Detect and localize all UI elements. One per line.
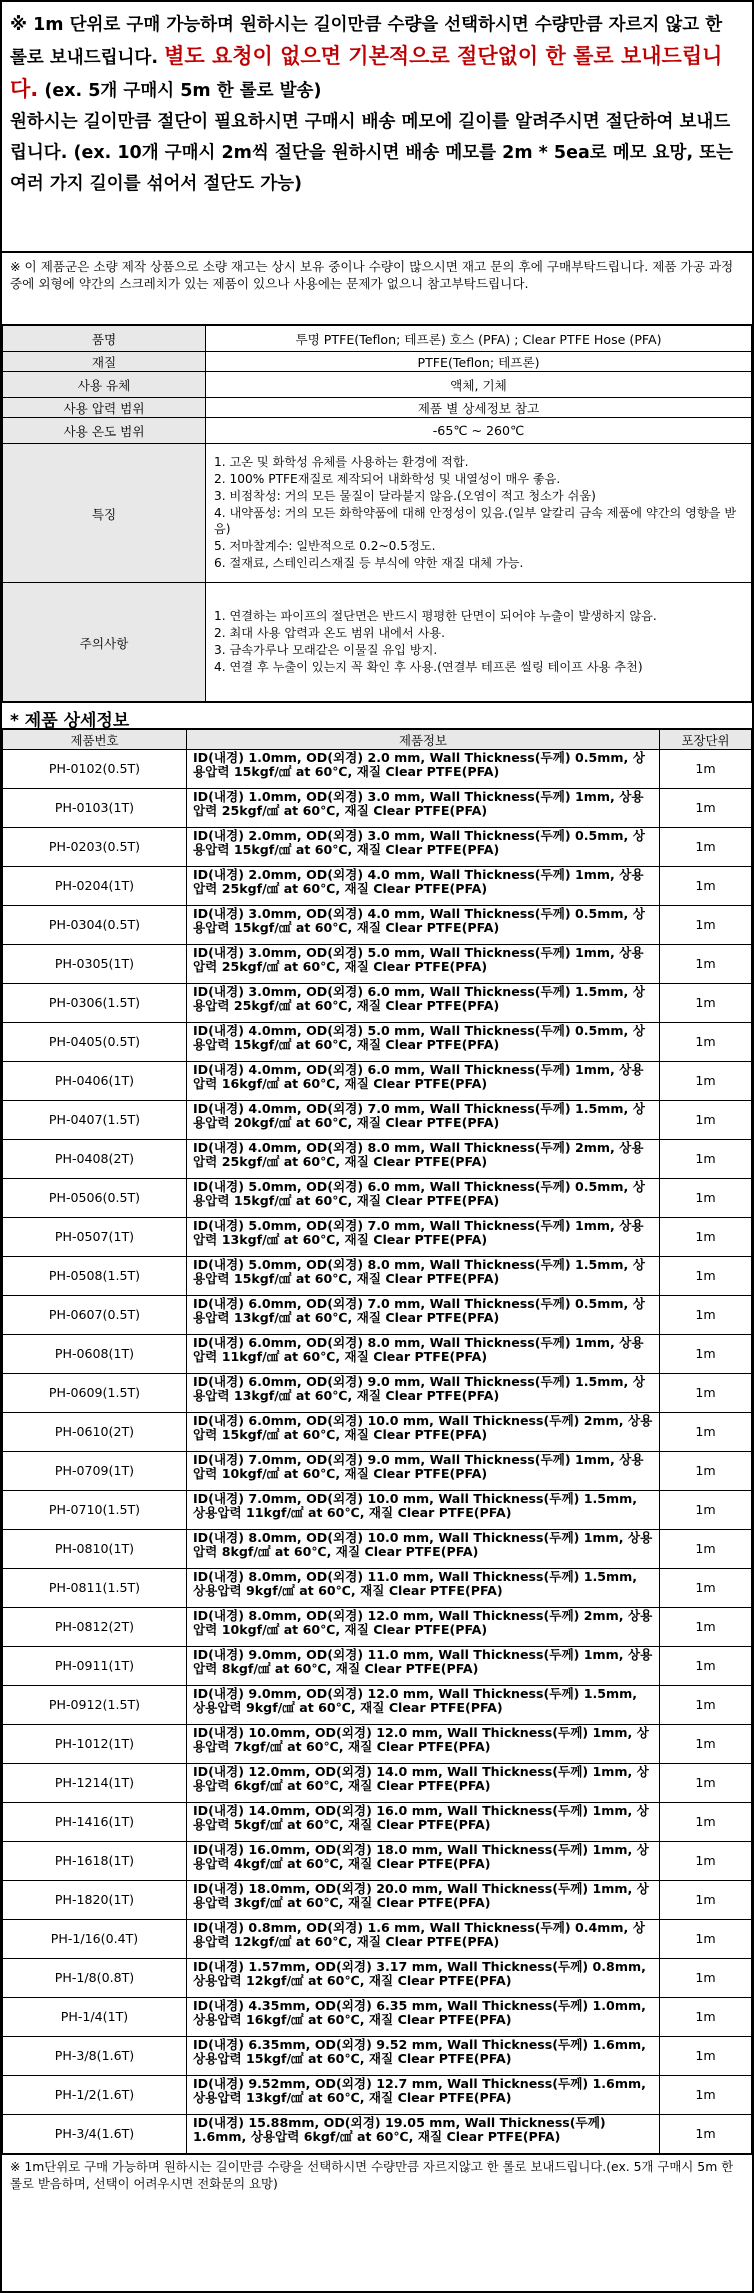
intro-highlight: 별도 요청이 없으면 기본적으로 절단없이 한 롤로 보내드립니다. xyxy=(10,44,723,101)
spec-value-temp: -65℃ ~ 260℃ xyxy=(206,418,752,444)
product-code: PH-1416(1T) xyxy=(3,1803,187,1842)
table-row xyxy=(3,945,752,984)
table-row xyxy=(3,1686,752,1725)
product-info: ID(내경) 8.0mm, OD(외경) 11.0 mm, Wall Thickness(두께) 1.5mm, 상용압력 9kgf/㎠ at 60℃, 재질 Clear PTFE(PFA) xyxy=(187,1569,660,1608)
product-unit: 1m xyxy=(660,1296,752,1335)
spec-value-name: 투명 PTFE(Teflon; 테프론) 호스 (PFA) ; Clear PTFE Hose (PFA) xyxy=(206,326,752,352)
product-unit: 1m xyxy=(660,1569,752,1608)
product-code: PH-0812(2T) xyxy=(3,1608,187,1647)
table-row xyxy=(3,1179,752,1218)
product-info: ID(내경) 4.0mm, OD(외경) 5.0 mm, Wall Thickness(두께) 0.5mm, 상용압력 15kgf/㎠ at 60℃, 재질 Clear PTFE(PFA) xyxy=(187,1023,660,1062)
product-info: ID(내경) 4.0mm, OD(외경) 8.0 mm, Wall Thickness(두께) 2mm, 상용압력 25kgf/㎠ at 60℃, 재질 Clear PTFE(PFA) xyxy=(187,1140,660,1179)
table-row xyxy=(3,1569,752,1608)
product-info: ID(내경) 4.0mm, OD(외경) 6.0 mm, Wall Thickness(두께) 1mm, 상용압력 16kgf/㎠ at 60℃, 재질 Clear PTFE(PFA) xyxy=(187,1062,660,1101)
product-unit: 1m xyxy=(660,1920,752,1959)
product-unit: 1m xyxy=(660,945,752,984)
product-info: ID(내경) 9.0mm, OD(외경) 12.0 mm, Wall Thickness(두께) 1.5mm, 상용압력 9kgf/㎠ at 60℃, 재질 Clear PTFE(PFA) xyxy=(187,1686,660,1725)
intro-text-2: 원하시는 길이만큼 절단이 필요하시면 구매시 배송 메모에 길이를 알려주시면 절단하여 보내드립니다. (ex. 10개 구매시 2m씩 절단을 원하시면 배송 메모를 2m * 5ea로 메모 요망, 또는 여러 가지 길이를 섞어서 절단도 가능) xyxy=(10,112,734,194)
product-code: PH-0507(1T) xyxy=(3,1218,187,1257)
features-list xyxy=(206,444,752,583)
product-info: ID(내경) 5.0mm, OD(외경) 7.0 mm, Wall Thickness(두께) 1mm, 상용압력 13kgf/㎠ at 60℃, 재질 Clear PTFE(PFA) xyxy=(187,1218,660,1257)
product-code: PH-0102(0.5T) xyxy=(3,750,187,789)
product-code: PH-1618(1T) xyxy=(3,1842,187,1881)
product-info: ID(내경) 6.35mm, OD(외경) 9.52 mm, Wall Thickness(두께) 1.6mm, 상용압력 15kgf/㎠ at 60℃, 재질 Clear PTFE(PFA) xyxy=(187,2037,660,2076)
product-info: ID(내경) 2.0mm, OD(외경) 4.0 mm, Wall Thickness(두께) 1mm, 상용압력 25kgf/㎠ at 60℃, 재질 Clear PTFE(PFA) xyxy=(187,867,660,906)
product-info: ID(내경) 3.0mm, OD(외경) 6.0 mm, Wall Thickness(두께) 1.5mm, 상용압력 25kgf/㎠ at 60℃, 재질 Clear PTFE(PFA) xyxy=(187,984,660,1023)
table-row xyxy=(3,906,752,945)
product-info: ID(내경) 6.0mm, OD(외경) 10.0 mm, Wall Thickness(두께) 2mm, 상용압력 15kgf/㎠ at 60℃, 재질 Clear PTFE(PFA) xyxy=(187,1413,660,1452)
product-info: ID(내경) 10.0mm, OD(외경) 12.0 mm, Wall Thickness(두께) 1mm, 상용압력 7kgf/㎠ at 60℃, 재질 Clear PTFE(PFA) xyxy=(187,1725,660,1764)
product-unit: 1m xyxy=(660,1413,752,1452)
product-info: ID(내경) 6.0mm, OD(외경) 7.0 mm, Wall Thickness(두께) 0.5mm, 상용압력 13kgf/㎠ at 60℃, 재질 Clear PTFE(PFA) xyxy=(187,1296,660,1335)
product-info: ID(내경) 6.0mm, OD(외경) 8.0 mm, Wall Thickness(두께) 1mm, 상용압력 11kgf/㎠ at 60℃, 재질 Clear PTFE(PFA) xyxy=(187,1335,660,1374)
product-info: ID(내경) 7.0mm, OD(외경) 10.0 mm, Wall Thickness(두께) 1.5mm, 상용압력 11kgf/㎠ at 60℃, 재질 Clear PTFE(PFA) xyxy=(187,1491,660,1530)
product-code: PH-0408(2T) xyxy=(3,1140,187,1179)
product-code: PH-0306(1.5T) xyxy=(3,984,187,1023)
product-unit: 1m xyxy=(660,1335,752,1374)
footer-notice: ※ 1m단위로 구매 가능하며 원하시는 길이만큼 수량을 선택하시면 수량만큼 자르지않고 한 롤로 보내드립니다.(ex. 5개 구매시 5m 한 롤로 받음하며, 선택이 어려우시면 전화문의 요망) xyxy=(2,2154,752,2195)
product-code: PH-0810(1T) xyxy=(3,1530,187,1569)
table-row xyxy=(3,1608,752,1647)
caution-list xyxy=(206,583,752,702)
table-row xyxy=(3,1959,752,1998)
spec-table xyxy=(2,325,752,702)
table-row xyxy=(3,1491,752,1530)
table-row xyxy=(3,1023,752,1062)
feature-item: 3. 비점착성: 거의 모든 물질이 달라붙지 않음.(오염이 적고 청소가 쉬움) xyxy=(214,488,596,503)
header-info: 제품정보 xyxy=(187,730,660,750)
product-unit: 1m xyxy=(660,1101,752,1140)
product-unit: 1m xyxy=(660,1257,752,1296)
feature-item: 2. 100% PTFE재질로 제작되어 내화학성 및 내열성이 매우 좋음. xyxy=(214,472,561,486)
spec-label-caution: 주의사항 xyxy=(3,583,206,702)
product-code: PH-3/4(1.6T) xyxy=(3,2115,187,2154)
product-code: PH-0508(1.5T) xyxy=(3,1257,187,1296)
product-unit: 1m xyxy=(660,828,752,867)
product-unit: 1m xyxy=(660,1140,752,1179)
product-unit: 1m xyxy=(660,867,752,906)
product-code: PH-1/4(1T) xyxy=(3,1998,187,2037)
feature-item: 6. 절재료, 스테인리스재질 등 부식에 약한 재질 대체 가능. xyxy=(214,555,524,570)
product-unit: 1m xyxy=(660,2076,752,2115)
product-info: ID(내경) 3.0mm, OD(외경) 4.0 mm, Wall Thickness(두께) 0.5mm, 상용압력 15kgf/㎠ at 60℃, 재질 Clear PTFE(PFA) xyxy=(187,906,660,945)
section-title: * 제품 상세정보 xyxy=(2,702,752,729)
product-unit: 1m xyxy=(660,1764,752,1803)
table-row xyxy=(3,984,752,1023)
spec-label-fluid: 사용 유체 xyxy=(3,372,206,398)
product-info: ID(내경) 1.57mm, OD(외경) 3.17 mm, Wall Thickness(두께) 0.8mm, 상용압력 12kgf/㎠ at 60℃, 재질 Clear PTFE(PFA) xyxy=(187,1959,660,1998)
product-code: PH-0405(0.5T) xyxy=(3,1023,187,1062)
product-code: PH-1/8(0.8T) xyxy=(3,1959,187,1998)
table-row xyxy=(3,1842,752,1881)
feature-item: 4. 내약품성: 거의 모든 화학약품에 대해 안정성이 있음.(일부 알칼리 금속 제품에 약간의 영향을 받음) xyxy=(214,505,737,537)
product-unit: 1m xyxy=(660,1998,752,2037)
spec-label-temp: 사용 온도 범위 xyxy=(3,418,206,444)
product-info: ID(내경) 5.0mm, OD(외경) 8.0 mm, Wall Thickness(두께) 1.5mm, 상용압력 15kgf/㎠ at 60℃, 재질 Clear PTFE(PFA) xyxy=(187,1257,660,1296)
product-info: ID(내경) 18.0mm, OD(외경) 20.0 mm, Wall Thickness(두께) 1mm, 상용압력 3kgf/㎠ at 60℃, 재질 Clear PTFE(PFA) xyxy=(187,1881,660,1920)
product-info: ID(내경) 8.0mm, OD(외경) 12.0 mm, Wall Thickness(두께) 2mm, 상용압력 10kgf/㎠ at 60℃, 재질 Clear PTFE(PFA) xyxy=(187,1608,660,1647)
product-info: ID(내경) 14.0mm, OD(외경) 16.0 mm, Wall Thickness(두께) 1mm, 상용압력 5kgf/㎠ at 60℃, 재질 Clear PTFE(PFA) xyxy=(187,1803,660,1842)
table-row xyxy=(3,1140,752,1179)
table-row xyxy=(3,1413,752,1452)
table-row xyxy=(3,1803,752,1842)
table-row xyxy=(3,1764,752,1803)
product-code: PH-0608(1T) xyxy=(3,1335,187,1374)
table-row xyxy=(3,2076,752,2115)
intro-notice xyxy=(2,2,752,253)
product-unit: 1m xyxy=(660,750,752,789)
spec-value-fluid: 액체, 기체 xyxy=(206,372,752,398)
table-row xyxy=(3,828,752,867)
product-code: PH-1012(1T) xyxy=(3,1725,187,1764)
table-row xyxy=(3,1452,752,1491)
product-code: PH-0506(0.5T) xyxy=(3,1179,187,1218)
product-unit: 1m xyxy=(660,984,752,1023)
product-code: PH-0912(1.5T) xyxy=(3,1686,187,1725)
product-info: ID(내경) 0.8mm, OD(외경) 1.6 mm, Wall Thickness(두께) 0.4mm, 상용압력 12kgf/㎠ at 60℃, 재질 Clear PTFE(PFA) xyxy=(187,1920,660,1959)
header-code: 제품번호 xyxy=(3,730,187,750)
table-row xyxy=(3,867,752,906)
caution-item: 1. 연결하는 파이프의 절단면은 반드시 평평한 단면이 되어야 누출이 발생하지 않음. xyxy=(214,609,657,624)
product-unit: 1m xyxy=(660,1959,752,1998)
product-code: PH-0709(1T) xyxy=(3,1452,187,1491)
table-row xyxy=(3,750,752,789)
product-code: PH-0811(1.5T) xyxy=(3,1569,187,1608)
product-code: PH-3/8(1.6T) xyxy=(3,2037,187,2076)
table-row xyxy=(3,1998,752,2037)
product-code: PH-0407(1.5T) xyxy=(3,1101,187,1140)
spec-label-material: 재질 xyxy=(3,352,206,372)
product-unit: 1m xyxy=(660,789,752,828)
product-info: ID(내경) 2.0mm, OD(외경) 3.0 mm, Wall Thickness(두께) 0.5mm, 상용압력 15kgf/㎠ at 60℃, 재질 Clear PTFE(PFA) xyxy=(187,828,660,867)
table-row xyxy=(3,1725,752,1764)
product-unit: 1m xyxy=(660,1023,752,1062)
product-code: PH-0103(1T) xyxy=(3,789,187,828)
product-unit: 1m xyxy=(660,2115,752,2154)
product-code: PH-1/2(1.6T) xyxy=(3,2076,187,2115)
product-code: PH-0911(1T) xyxy=(3,1647,187,1686)
product-code: PH-1820(1T) xyxy=(3,1881,187,1920)
product-code: PH-0203(0.5T) xyxy=(3,828,187,867)
product-info: ID(내경) 8.0mm, OD(외경) 10.0 mm, Wall Thickness(두께) 1mm, 상용압력 8kgf/㎠ at 60℃, 재질 Clear PTFE(PFA) xyxy=(187,1530,660,1569)
stock-notice: ※ 이 제품군은 소량 제작 상품으로 소량 재고는 상시 보유 중이나 수량이 많으시면 재고 문의 후에 구매부탁드립니다. 제품 가공 과정 중에 외형에 약간의 스크레치가 있는 제품이 있으나 사용에는 문제가 없으니 참고부탁드립니다. xyxy=(2,253,752,325)
product-info: ID(내경) 4.0mm, OD(외경) 7.0 mm, Wall Thickness(두께) 1.5mm, 상용압력 20kgf/㎠ at 60℃, 재질 Clear PTFE(PFA) xyxy=(187,1101,660,1140)
caution-item: 2. 최대 사용 압력과 온도 범위 내에서 사용. xyxy=(214,626,445,641)
product-code: PH-0610(2T) xyxy=(3,1413,187,1452)
product-unit: 1m xyxy=(660,1842,752,1881)
product-unit: 1m xyxy=(660,1686,752,1725)
product-unit: 1m xyxy=(660,1881,752,1920)
table-row xyxy=(3,1257,752,1296)
caution-item: 3. 금속가루나 모래같은 이물질 유입 방지. xyxy=(214,643,438,657)
product-info: ID(내경) 9.0mm, OD(외경) 11.0 mm, Wall Thickness(두께) 1mm, 상용압력 8kgf/㎠ at 60℃, 재질 Clear PTFE(PFA) xyxy=(187,1647,660,1686)
table-row xyxy=(3,1335,752,1374)
feature-item: 5. 저마찰계수: 일반적으로 0.2~0.5정도. xyxy=(214,539,436,554)
table-row xyxy=(3,2037,752,2076)
product-unit: 1m xyxy=(660,1725,752,1764)
product-info: ID(내경) 5.0mm, OD(외경) 6.0 mm, Wall Thickness(두께) 0.5mm, 상용압력 15kgf/㎠ at 60℃, 재질 Clear PTFE(PFA) xyxy=(187,1179,660,1218)
product-code: PH-0607(0.5T) xyxy=(3,1296,187,1335)
table-row xyxy=(3,1881,752,1920)
product-info: ID(내경) 4.35mm, OD(외경) 6.35 mm, Wall Thickness(두께) 1.0mm, 상용압력 16kgf/㎠ at 60℃, 재질 Clear PTFE(PFA) xyxy=(187,1998,660,2037)
product-unit: 1m xyxy=(660,1803,752,1842)
product-info: ID(내경) 7.0mm, OD(외경) 9.0 mm, Wall Thickness(두께) 1mm, 상용압력 10kgf/㎠ at 60℃, 재질 Clear PTFE(PFA) xyxy=(187,1452,660,1491)
product-info: ID(내경) 1.0mm, OD(외경) 2.0 mm, Wall Thickness(두께) 0.5mm, 상용압력 15kgf/㎠ at 60℃, 재질 Clear PTFE(PFA) xyxy=(187,750,660,789)
table-row xyxy=(3,1920,752,1959)
table-row xyxy=(3,1062,752,1101)
product-info: ID(내경) 6.0mm, OD(외경) 9.0 mm, Wall Thickness(두께) 1.5mm, 상용압력 13kgf/㎠ at 60℃, 재질 Clear PTFE(PFA) xyxy=(187,1374,660,1413)
spec-label-pressure: 사용 압력 범위 xyxy=(3,398,206,418)
header-unit: 포장단위 xyxy=(660,730,752,750)
product-code: PH-0710(1.5T) xyxy=(3,1491,187,1530)
table-row xyxy=(3,789,752,828)
product-rows xyxy=(3,750,752,2154)
product-code: PH-0304(0.5T) xyxy=(3,906,187,945)
product-info: ID(내경) 9.52mm, OD(외경) 12.7 mm, Wall Thickness(두께) 1.6mm, 상용압력 13kgf/㎠ at 60℃, 재질 Clear PTFE(PFA) xyxy=(187,2076,660,2115)
spec-value-pressure: 제품 별 상세정보 참고 xyxy=(206,398,752,418)
product-unit: 1m xyxy=(660,906,752,945)
product-unit: 1m xyxy=(660,1647,752,1686)
spec-value-material: PTFE(Teflon; 테프론) xyxy=(206,352,752,372)
table-row xyxy=(3,1101,752,1140)
product-info: ID(내경) 12.0mm, OD(외경) 14.0 mm, Wall Thickness(두께) 1mm, 상용압력 6kgf/㎠ at 60℃, 재질 Clear PTFE(PFA) xyxy=(187,1764,660,1803)
product-info: ID(내경) 16.0mm, OD(외경) 18.0 mm, Wall Thickness(두께) 1mm, 상용압력 4kgf/㎠ at 60℃, 재질 Clear PTFE(PFA) xyxy=(187,1842,660,1881)
product-unit: 1m xyxy=(660,1179,752,1218)
table-row xyxy=(3,2115,752,2154)
product-code: PH-0406(1T) xyxy=(3,1062,187,1101)
table-row xyxy=(3,1530,752,1569)
product-table xyxy=(2,729,752,2154)
spec-label-features: 특징 xyxy=(3,444,206,583)
product-unit: 1m xyxy=(660,1374,752,1413)
feature-item: 1. 고온 및 화학성 유체를 사용하는 환경에 적합. xyxy=(214,455,469,470)
product-info: ID(내경) 3.0mm, OD(외경) 5.0 mm, Wall Thickness(두께) 1mm, 상용압력 25kgf/㎠ at 60℃, 재질 Clear PTFE(PFA) xyxy=(187,945,660,984)
product-code: PH-0609(1.5T) xyxy=(3,1374,187,1413)
intro-text-1: ※ 1m 단위로 구매 가능하며 원하시는 길이만큼 수량을 선택하시면 수량만큼 자르지 않고 한 롤로 보내드립니다. xyxy=(10,15,723,68)
table-row xyxy=(3,1218,752,1257)
product-code: PH-1/16(0.4T) xyxy=(3,1920,187,1959)
spec-label-name: 품명 xyxy=(3,326,206,352)
product-unit: 1m xyxy=(660,1062,752,1101)
intro-example: (ex. 5개 구매시 5m 한 롤로 발송) xyxy=(38,81,322,101)
product-code: PH-1214(1T) xyxy=(3,1764,187,1803)
table-row xyxy=(3,1374,752,1413)
product-unit: 1m xyxy=(660,1218,752,1257)
caution-item: 4. 연결 후 누출이 있는지 꼭 확인 후 사용.(연결부 테프론 씰링 테이프 사용 추천) xyxy=(214,659,643,674)
table-row xyxy=(3,1296,752,1335)
product-code: PH-0305(1T) xyxy=(3,945,187,984)
product-unit: 1m xyxy=(660,1452,752,1491)
product-info: ID(내경) 15.88mm, OD(외경) 19.05 mm, Wall Thickness(두께) 1.6mm, 상용압력 6kgf/㎠ at 60℃, 재질 Clear PTFE(PFA) xyxy=(187,2115,660,2154)
product-code: PH-0204(1T) xyxy=(3,867,187,906)
product-unit: 1m xyxy=(660,2037,752,2076)
product-unit: 1m xyxy=(660,1491,752,1530)
product-unit: 1m xyxy=(660,1608,752,1647)
product-info: ID(내경) 1.0mm, OD(외경) 3.0 mm, Wall Thickness(두께) 1mm, 상용압력 25kgf/㎠ at 60℃, 재질 Clear PTFE(PFA) xyxy=(187,789,660,828)
table-row xyxy=(3,1647,752,1686)
product-unit: 1m xyxy=(660,1530,752,1569)
